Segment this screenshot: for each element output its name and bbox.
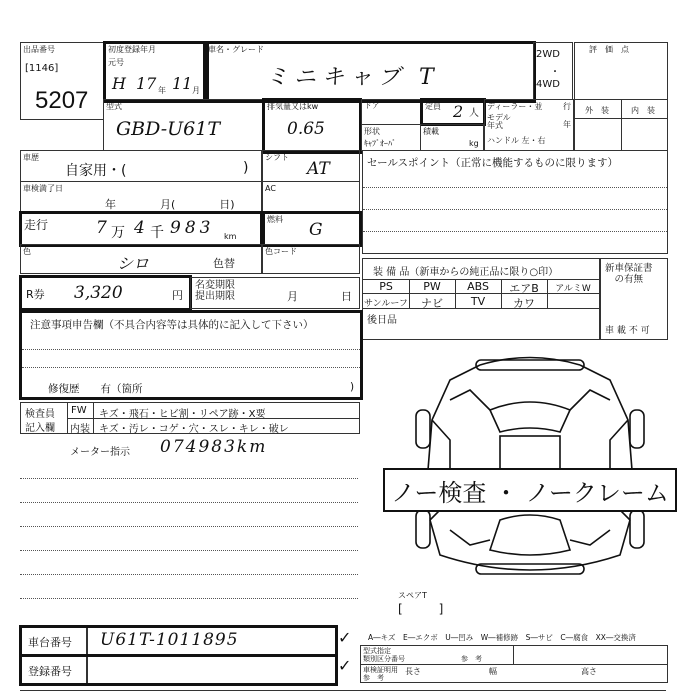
shift-value: AT xyxy=(307,159,330,179)
checker-fw: FW xyxy=(71,405,87,416)
equipment-box xyxy=(362,258,600,340)
equip-navi: ナビ xyxy=(421,297,443,310)
equipment-title: 装 備 品（新車からの純正品に限り○印） xyxy=(373,267,559,278)
recycle-label: R券 xyxy=(26,288,45,301)
checker-label-1: 検査員 xyxy=(25,409,55,420)
deadline-day: 日 xyxy=(341,290,352,303)
drive-4wd: 4WD xyxy=(536,79,560,90)
capacity-unit: 人 xyxy=(469,108,479,119)
month-suffix: 月 xyxy=(192,86,200,95)
model-value: GBD-U61T xyxy=(116,118,221,140)
history-label: 車歴 xyxy=(23,153,39,162)
capacity-label: 定員 xyxy=(425,102,441,111)
door-label: ドア xyxy=(364,101,380,110)
deadline-month: 月 xyxy=(287,290,298,303)
capacity-value: 2 xyxy=(453,102,464,121)
fuel-label: 燃料 xyxy=(267,215,283,224)
model-year-unit: 年 xyxy=(563,120,571,129)
deadline-label: 名変期限 提出期限 xyxy=(195,280,235,302)
notes-box xyxy=(19,310,363,400)
repair-close: ) xyxy=(350,381,355,393)
repair-label: 修復歴 有（箇所 xyxy=(48,383,143,395)
equip-leather: カワ xyxy=(513,297,535,310)
width-label: 幅 xyxy=(489,667,497,676)
equip-tv: TV xyxy=(470,295,486,308)
ac-box xyxy=(262,181,360,213)
car-name-value: ミニキャブ T xyxy=(266,65,440,90)
rear-item-label: 後日品 xyxy=(367,315,397,326)
equip-ps: PS xyxy=(379,280,393,293)
spare-bracket: [ ] xyxy=(398,602,444,616)
door-box xyxy=(361,99,421,125)
interior-label: 内 装 xyxy=(631,106,655,115)
score-label: 評 価 点 xyxy=(589,45,629,54)
cert-box xyxy=(360,645,668,683)
mileage-thousand: 4 xyxy=(134,218,145,238)
recycle-yen: 円 xyxy=(172,289,183,302)
era-value: H xyxy=(112,74,126,93)
registration-label: 登録番号 xyxy=(28,665,72,678)
load-unit: kg xyxy=(469,139,479,148)
no-car-label: 車 載 不 可 xyxy=(605,326,650,336)
car-name-box xyxy=(203,41,536,103)
drive-box xyxy=(533,42,573,100)
inspection-value: 年 月( 日) xyxy=(105,198,235,211)
no-inspection-text: ノー検査 ・ ノークレーム xyxy=(391,478,669,507)
equip-alloy: アルミW xyxy=(555,284,591,294)
shape-box xyxy=(361,124,421,151)
mileage-man-unit: 万 xyxy=(111,225,125,241)
checker-interior-items: キズ・汚レ・コゲ・穴・スレ・キレ・破レ xyxy=(99,424,289,435)
lot-number: 5207 xyxy=(35,87,89,114)
era-label: 元号 xyxy=(108,58,124,67)
drive-dot: ・ xyxy=(550,67,560,78)
shape-label: 形状 xyxy=(364,127,380,136)
load-label: 積載 xyxy=(423,127,439,136)
history-box xyxy=(20,150,262,182)
equip-abs: ABS xyxy=(467,280,489,293)
dealer-row: 行 xyxy=(563,102,571,111)
blank-lines xyxy=(20,460,358,620)
checker-label-2: 記入欄 xyxy=(25,423,55,434)
displacement-label: 排気量又はkw xyxy=(267,102,319,111)
legend: A―キズ E―エクボ U―凹み W―補修跡 S―サビ C―腐食 XX―交換済 xyxy=(368,633,636,642)
equip-airbag: エアB xyxy=(509,282,539,295)
exterior-interior-box xyxy=(574,99,668,151)
fuel-box xyxy=(262,211,362,247)
shift-label: シフト xyxy=(265,153,289,162)
type-cert-label: 型式指定 類別区分番号 xyxy=(363,647,405,663)
model-label: 型式 xyxy=(106,102,122,111)
capacity-box xyxy=(420,98,486,126)
recycle-value: 3,320 xyxy=(74,283,123,303)
mileage-rest: 983 xyxy=(170,218,215,238)
chassis-box xyxy=(19,625,338,657)
notes-title: 注意事項申告欄（不具合内容等は具体的に記入して下さい） xyxy=(30,319,314,331)
fuel-value: G xyxy=(309,220,323,240)
warranty-box xyxy=(600,258,668,340)
first-reg-label: 初度登録年月 xyxy=(108,45,156,54)
spare-label: スペアT xyxy=(398,591,427,600)
lot-box xyxy=(20,42,104,120)
history-close: ) xyxy=(243,160,249,176)
checker-interior: 内装 xyxy=(70,424,90,435)
dealer-box xyxy=(484,99,574,151)
ac-label: AC xyxy=(265,184,276,193)
deadline-box xyxy=(190,277,360,309)
color-code-label: 色コード xyxy=(265,247,297,256)
checker-fw-items: キズ・飛石・ヒビ割・リペア跡・X要 xyxy=(99,409,266,420)
drive-2wd: 2WD xyxy=(536,49,560,60)
lot-bracket: [1146] xyxy=(25,63,59,74)
model-year-label: モデル 年式 xyxy=(487,113,511,130)
dealer-label: ディーラー・並 xyxy=(487,102,543,111)
cert-label: 車検証明用 参 考 xyxy=(363,666,398,682)
height-label: 高さ xyxy=(581,667,597,676)
history-value: 自家用・( xyxy=(65,163,127,179)
month-value: 11 xyxy=(172,74,193,93)
check-mark-2: ✓ xyxy=(338,656,352,675)
car-name-label: 車名・グレード xyxy=(208,45,264,54)
sales-box xyxy=(362,150,668,254)
inspection-label: 車検満了日 xyxy=(23,184,63,193)
registration-box xyxy=(19,654,338,686)
check-mark-1: ✓ xyxy=(338,628,352,647)
shift-box xyxy=(262,150,360,182)
displacement-value: 0.65 xyxy=(287,119,325,139)
mileage-thousand-unit: 千 xyxy=(150,225,164,241)
color-code-box xyxy=(262,244,360,274)
sales-title: セールスポイント（正常に機能するものに限ります） xyxy=(367,157,619,169)
meter-label: メーター指示 xyxy=(70,447,130,458)
recycle-box xyxy=(19,275,192,311)
model-box xyxy=(103,99,263,151)
inspection-box xyxy=(20,181,262,213)
ref-label-1: 参 考 xyxy=(461,655,482,663)
mileage-box xyxy=(19,211,263,247)
first-reg-box xyxy=(103,41,209,103)
repaint-label: 色替 xyxy=(213,257,235,270)
color-value: シロ xyxy=(117,254,150,273)
no-inspection-stamp xyxy=(383,468,677,512)
meter-value: 074983km xyxy=(160,437,268,457)
equip-sunroof: サンルーフ xyxy=(364,299,408,309)
exterior-label: 外 装 xyxy=(585,106,609,115)
length-label: 長さ xyxy=(405,667,421,676)
handle-label: ハンドル 左・右 xyxy=(487,136,546,145)
warranty-title: 新車保証書 の有無 xyxy=(605,263,653,285)
mileage-man: 7 xyxy=(96,218,107,238)
bottom-edge xyxy=(20,690,666,691)
equip-pw: PW xyxy=(423,280,441,293)
displacement-box xyxy=(262,98,362,154)
score-box xyxy=(574,42,668,100)
checker-box xyxy=(20,402,360,434)
lot-label: 出品番号 xyxy=(23,45,55,54)
shape-value: ｷｬﾌﾞｵｰﾊﾞ xyxy=(364,139,396,148)
mileage-label: 走行 xyxy=(24,218,49,232)
mileage-km: km xyxy=(224,232,237,241)
load-box xyxy=(420,124,484,151)
chassis-label: 車台番号 xyxy=(28,636,72,649)
year-suffix: 年 xyxy=(158,86,166,95)
color-label: 色 xyxy=(23,247,31,256)
chassis-value: U61T-1011895 xyxy=(100,630,239,650)
year-value: 17 xyxy=(136,74,157,93)
color-box xyxy=(20,244,262,274)
